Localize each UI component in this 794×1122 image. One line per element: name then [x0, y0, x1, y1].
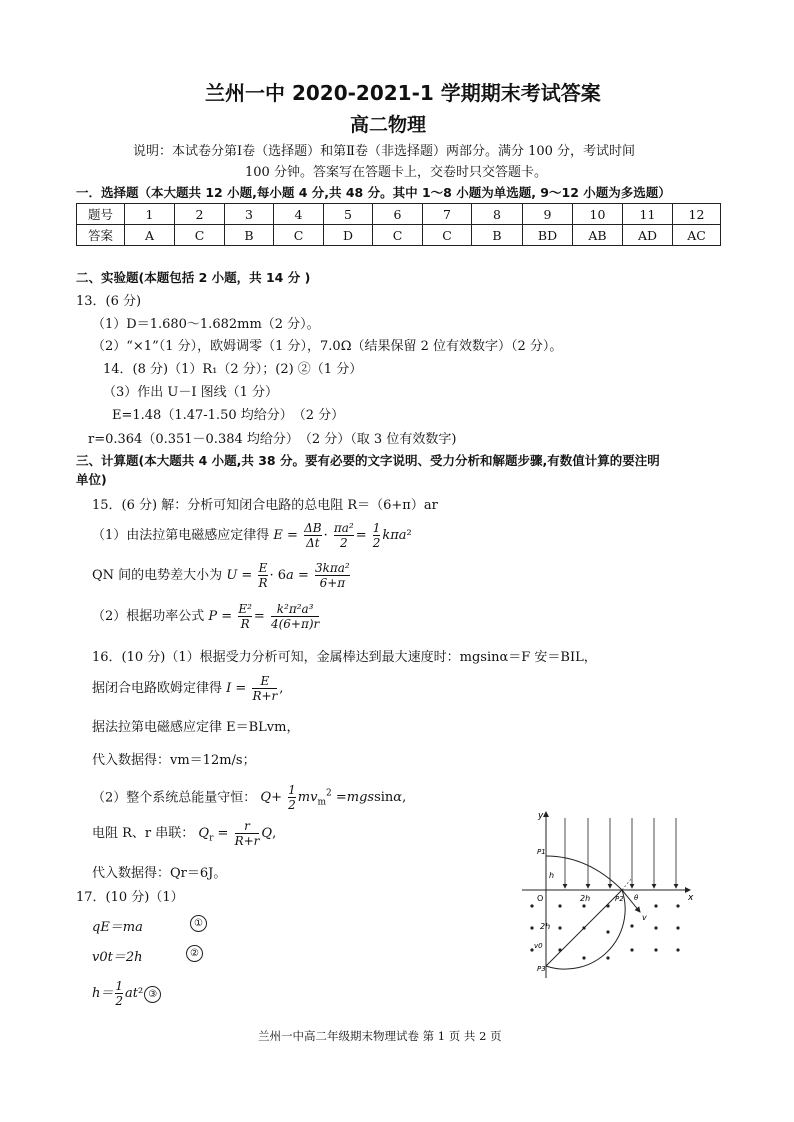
answer-cell: AC: [673, 225, 721, 246]
answer-cell: BD: [523, 225, 573, 246]
question-number-cell: 6: [373, 204, 423, 225]
q15-power-formula: P = $\frac{\text{E²}}{R}$ = $\frac{\text{k²π²a³}}{4(6+\pi)r}$: [208, 601, 320, 631]
q14-heading: 14．(8 分)（1）R₁（2 分）；(2) ②（1 分）: [103, 362, 363, 377]
instructions-line1: 说明：本试卷分第Ⅰ卷（选择题）和第Ⅱ卷（非选择题）两部分。满分 100 分，考试时间: [133, 144, 636, 159]
magnetic-field-dots: [530, 904, 679, 959]
answer-cell: C: [373, 225, 423, 246]
physics-diagram: [518, 808, 698, 983]
q17-eq1: qE＝ma: [92, 920, 143, 935]
q16-faraday: 据法拉第电磁感应定律 E＝BLvm，: [92, 720, 300, 735]
question-number-cell: 5: [324, 204, 373, 225]
q16-series-line: [92, 818, 276, 855]
q15-power-line: [92, 600, 321, 634]
question-number-cell: 9: [523, 204, 573, 225]
q14-emf: E=1.48（1.47-1.50 均给分） （2 分）: [112, 408, 345, 423]
q13-heading: 13．(6 分): [76, 294, 142, 309]
answer-cell: AD: [623, 225, 673, 246]
q15-faraday-line: [92, 520, 412, 552]
label-h: h: [549, 871, 555, 880]
page-title: 兰州一中 2020-2021-1 学期期末考试答案: [205, 81, 601, 105]
question-number-cell: 10: [573, 204, 623, 225]
section1-heading: 一．选择题（本大题共 12 小题,每小题 4 分,共 48 分。其中 1～8 小题为单选题, 9～12 小题为多选题）: [76, 185, 671, 200]
angle-guide: [622, 878, 632, 890]
answer-cell: A: [125, 225, 175, 246]
q14-part3: （3）作出 U－I 图线（1 分）: [103, 385, 279, 400]
q16-energy-line: [92, 778, 406, 819]
label-P1: P1: [537, 848, 546, 856]
q15-potential-formula: U = $\frac{E}{R}$ · 6a = $\frac{\text{3kπa²}}{6+\pi}$: [226, 560, 350, 590]
section2-heading: 二、实验题(本题包括 2 小题，共 14 分 ): [76, 270, 311, 285]
q15-emf-formula: E = $\frac{\Delta B}{\Delta t}$ · $\frac{\text{πa²}}{2}$ = $\frac{1}{2}$ kπa²: [273, 520, 412, 550]
instructions-line2: 100 分钟。答案写在答题卡上，交卷时只交答题卡。: [245, 165, 547, 180]
label-2h-x: 2h: [580, 894, 591, 903]
q16-energy-formula: Q+ $\frac{1}{2}$ $mv_m^2 =mgssin\alpha$,: [260, 783, 407, 812]
q13-part1: （1）D＝1.680～1.682mm（2 分）。: [92, 317, 320, 332]
answer-cell: AB: [573, 225, 623, 246]
answer-cell: D: [324, 225, 373, 246]
q17-heading: 17．(10 分)（1）: [76, 890, 184, 905]
equation-mark-1: ①: [190, 915, 207, 932]
q15-power-text: （2）根据功率公式: [92, 609, 205, 624]
q15-potential-line: [92, 560, 352, 592]
q16-Qr: 代入数据得：Qr＝6J。: [92, 866, 227, 881]
trajectory-curve: [546, 856, 622, 890]
answer-cell: B: [472, 225, 523, 246]
answer-cell: C: [423, 225, 472, 246]
question-number-cell: 2: [175, 204, 225, 225]
q13-part2: （2）“×1”（1 分），欧姆调零（1 分），7.0Ω（结果保留 2 位有效数字）（2 分）。: [92, 339, 563, 354]
section3-heading-line1: 三、计算题(本大题共 4 小题,共 38 分。要有必要的文字说明、受力分析和解题步骤,有数值计算的要注明: [76, 453, 660, 468]
answer-cell: B: [225, 225, 274, 246]
label-theta: θ: [634, 894, 639, 902]
table-header-cell: 答案: [77, 225, 125, 246]
label-x: x: [688, 893, 694, 903]
q16-ohm-text: 据闭合电路欧姆定律得: [92, 681, 223, 696]
page-subtitle: 高二物理: [350, 114, 427, 136]
q16-intro: 16．(10 分)（1）根据受力分析可知，金属棒达到最大速度时：mgsinα＝F 安＝BIL，: [92, 650, 597, 665]
question-number-cell: 8: [472, 204, 523, 225]
label-origin: O: [537, 894, 544, 903]
question-number-cell: 4: [274, 204, 324, 225]
section3-heading-line2: 单位): [76, 472, 107, 487]
q17-eq2: v0t＝2h: [92, 950, 143, 965]
question-number-cell: 3: [225, 204, 274, 225]
q17-eq3-lhs: h＝: [92, 986, 114, 1001]
label-v: v: [642, 913, 647, 922]
question-number-cell: 11: [623, 204, 673, 225]
q16-ohm-line: [92, 673, 283, 705]
label-P3: P3: [537, 965, 546, 973]
table-header-cell: 题号: [77, 204, 125, 225]
q17-eq3-line: h＝ $\frac{1}{2}$ at² ③: [92, 978, 161, 1010]
q16-energy-text: （2）整个系统总能量守恒：: [92, 790, 257, 806]
answer-cell: C: [274, 225, 324, 246]
answer-table-number-row: [77, 204, 721, 225]
question-number-cell: 7: [423, 204, 472, 225]
question-number-cell: 12: [673, 204, 721, 225]
label-y: y: [538, 811, 544, 821]
q15-intro: 15．(6 分) 解：分析可知闭合电路的总电阻 R＝（6+π）ar: [92, 498, 438, 513]
equation-mark-2: ②: [186, 945, 203, 962]
answer-cell: C: [175, 225, 225, 246]
label-v0: v0: [534, 942, 543, 950]
equation-mark-3: ③: [144, 986, 161, 1003]
q16-vm: 代入数据得：vm＝12m/s；: [92, 753, 256, 768]
label-P2: P2: [615, 895, 624, 903]
answer-table-answer-row: [77, 225, 721, 246]
label-2h-y: 2h: [540, 922, 551, 931]
q15-faraday-text: （1）由法拉第电磁感应定律得: [92, 528, 270, 543]
electric-field-arrows: [565, 818, 676, 888]
page-footer: 兰州一中高二年级期末物理试卷 第 1 页 共 2 页: [258, 1029, 502, 1043]
q16-series-text: 电阻 R、r 串联：: [92, 826, 195, 841]
q14-resistance: r=0.364（0.351－0.384 均给分） （2 分）（取 3 位有效数字): [88, 432, 457, 447]
q16-ohm-formula: I = $\frac{E}{R+r}$ ,: [226, 673, 284, 703]
question-number-cell: 1: [125, 204, 175, 225]
answer-table: [76, 203, 721, 246]
q15-potential-text: QN 间的电势差大小为: [92, 568, 223, 583]
q16-series-formula: $Q_r$ = $\frac{r}{R+r}$ Q,: [198, 818, 277, 848]
